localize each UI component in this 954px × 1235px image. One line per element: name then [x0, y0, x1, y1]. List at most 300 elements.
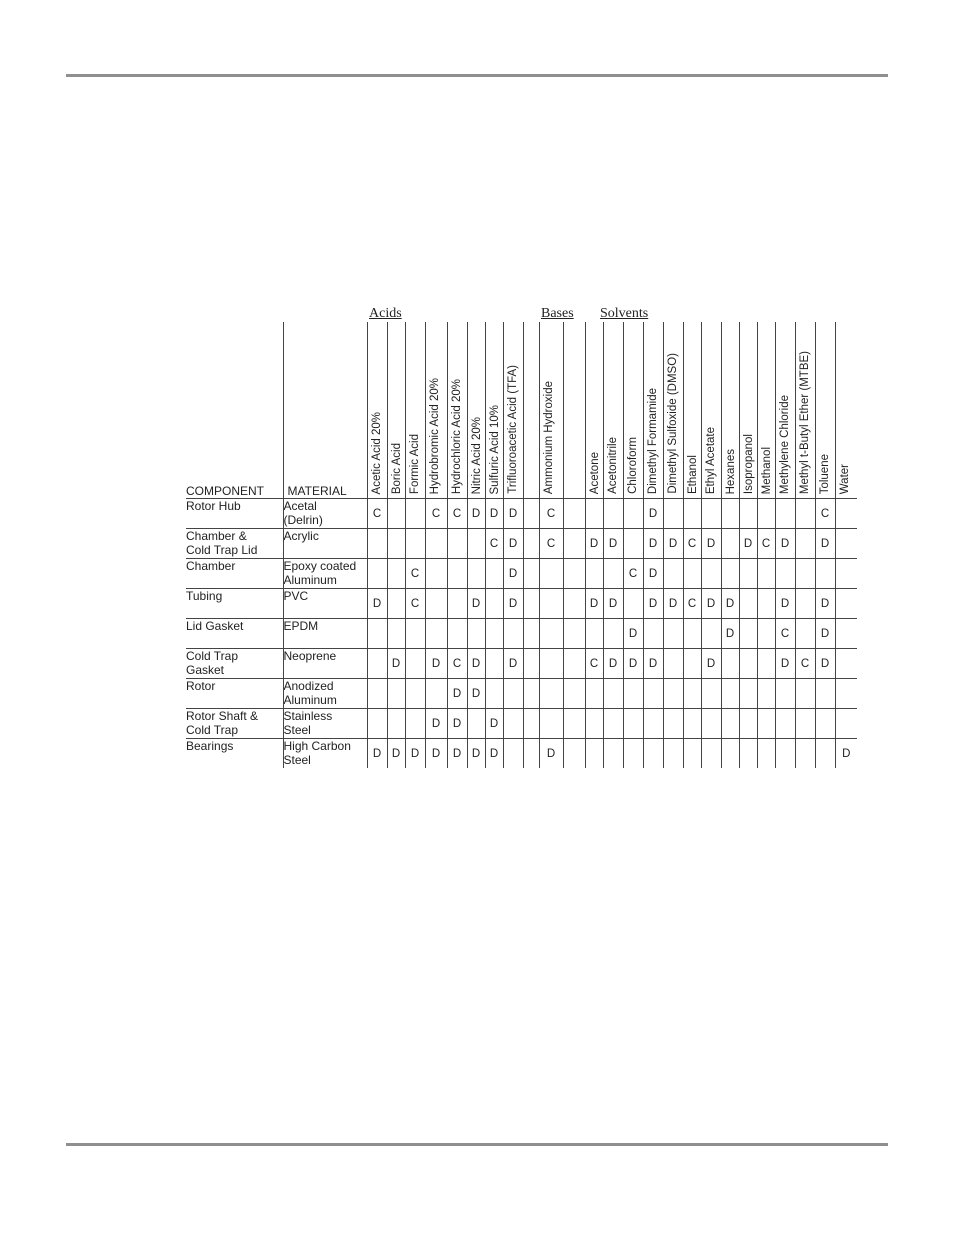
table-row: [186, 499, 857, 529]
rating-cell: [485, 679, 503, 709]
rating-cell: D: [425, 649, 447, 679]
rating-cell: [683, 649, 701, 679]
rating-cell: D: [503, 559, 523, 589]
chemical-header: [425, 322, 447, 499]
rating-cell: [485, 589, 503, 619]
rating-cell: [387, 529, 405, 559]
rating-cell: [739, 739, 757, 769]
chemical-header: [623, 322, 643, 499]
rating-cell: D: [721, 619, 739, 649]
rating-cell: C: [585, 649, 603, 679]
top-rule: [66, 74, 888, 77]
chemical-header: [775, 322, 795, 499]
rating-cell: [447, 559, 467, 589]
rating-cell: [539, 679, 563, 709]
chemical-header: [447, 322, 467, 499]
chemical-label: Ethyl Acetate: [704, 426, 717, 494]
rating-cell: C: [775, 619, 795, 649]
rating-cell: [721, 709, 739, 739]
rating-cell: [623, 499, 643, 529]
rating-cell: [539, 589, 563, 619]
rating-cell: D: [503, 589, 523, 619]
rating-cell: [701, 679, 721, 709]
rating-cell: [663, 619, 683, 649]
chemical-label: Methanol: [760, 446, 773, 494]
rating-cell: [701, 739, 721, 769]
rating-cell: [739, 679, 757, 709]
rating-cell: D: [643, 559, 663, 589]
rating-cell: [683, 709, 701, 739]
rating-cell: C: [683, 529, 701, 559]
chemical-label: Acetic Acid 20%: [370, 411, 383, 494]
chemical-header: [585, 322, 603, 499]
rating-cell: D: [775, 649, 795, 679]
rating-cell: D: [739, 529, 757, 559]
material-cell: Acetal (Delrin): [283, 499, 367, 529]
rating-cell: C: [405, 589, 425, 619]
component-header: COMPONENT: [186, 322, 283, 499]
rating-cell: [485, 559, 503, 589]
rating-cell: [425, 559, 447, 589]
rating-cell: [367, 679, 387, 709]
rating-cell: [603, 559, 623, 589]
chemical-header: [663, 322, 683, 499]
rating-cell: [739, 589, 757, 619]
chemical-header: [701, 322, 721, 499]
rating-cell: D: [643, 499, 663, 529]
rating-cell: [467, 709, 485, 739]
component-cell: Chamber: [186, 559, 283, 589]
chemical-header: [467, 322, 485, 499]
rating-cell: [701, 559, 721, 589]
rating-cell: D: [485, 709, 503, 739]
rating-cell: [387, 619, 405, 649]
rating-cell: C: [425, 499, 447, 529]
rating-cell: [367, 559, 387, 589]
rating-cell: [757, 679, 775, 709]
rating-cell: [539, 709, 563, 739]
rating-cell: C: [757, 529, 775, 559]
rating-cell: C: [447, 649, 467, 679]
rating-cell: [683, 739, 701, 769]
rating-cell: D: [643, 529, 663, 559]
table-row: [186, 709, 857, 739]
rating-cell: [795, 559, 815, 589]
rating-cell: [623, 529, 643, 559]
rating-cell: D: [603, 589, 623, 619]
rating-cell: [739, 649, 757, 679]
chemical-label: Ammonium Hydroxide: [542, 380, 555, 494]
rating-cell: [757, 559, 775, 589]
rating-cell: D: [701, 529, 721, 559]
rating-cell: [835, 559, 857, 589]
rating-cell: [643, 619, 663, 649]
rating-cell: [701, 709, 721, 739]
bottom-rule: [66, 1143, 888, 1146]
rating-cell: [539, 619, 563, 649]
chemical-label: Acetonitrile: [606, 437, 619, 494]
chemical-header: [795, 322, 815, 499]
chemical-label: Methyl t-Butyl Ether (MTBE): [798, 350, 811, 494]
material-cell: EPDM: [283, 619, 367, 649]
rating-cell: D: [701, 589, 721, 619]
rating-cell: [367, 709, 387, 739]
rating-cell: C: [623, 559, 643, 589]
rating-cell: [623, 679, 643, 709]
rating-cell: [795, 679, 815, 709]
rating-cell: [367, 649, 387, 679]
rating-cell: D: [467, 649, 485, 679]
chemical-label: Dimethyl Formamide: [646, 387, 659, 494]
rating-cell: [815, 709, 835, 739]
rating-cell: [643, 709, 663, 739]
rating-cell: [603, 679, 623, 709]
rating-cell: D: [467, 499, 485, 529]
rating-cell: [775, 709, 795, 739]
rating-cell: [405, 649, 425, 679]
component-cell: Lid Gasket: [186, 619, 283, 649]
group-headers: [186, 304, 870, 324]
rating-cell: [721, 559, 739, 589]
rating-cell: [603, 709, 623, 739]
rating-cell: C: [447, 499, 467, 529]
rating-cell: D: [367, 589, 387, 619]
rating-cell: [405, 529, 425, 559]
component-cell: Tubing: [186, 589, 283, 619]
material-cell: Stainless Steel: [283, 709, 367, 739]
material-cell: High Carbon Steel: [283, 739, 367, 769]
rating-cell: C: [405, 559, 425, 589]
chemical-label: Water: [838, 463, 851, 494]
chemical-label: Chloroform: [626, 437, 639, 494]
rating-cell: D: [815, 529, 835, 559]
rating-cell: [623, 709, 643, 739]
chemical-label: Ethanol: [686, 454, 699, 494]
rating-cell: C: [683, 589, 701, 619]
rating-cell: D: [467, 589, 485, 619]
rating-cell: [485, 649, 503, 679]
rating-cell: D: [467, 739, 485, 769]
component-cell: Cold Trap Gasket: [186, 649, 283, 679]
component-cell: Chamber & Cold Trap Lid: [186, 529, 283, 559]
rating-cell: [623, 589, 643, 619]
material-cell: Acrylic: [283, 529, 367, 559]
rating-cell: [683, 559, 701, 589]
chemical-label: Isopropanol: [742, 433, 755, 494]
chemical-header: [539, 322, 563, 499]
rating-cell: [467, 529, 485, 559]
rating-cell: C: [485, 529, 503, 559]
header-row: [186, 322, 857, 499]
rating-cell: D: [447, 739, 467, 769]
rating-cell: [523, 649, 539, 679]
rating-cell: [603, 739, 623, 769]
rating-cell: [795, 529, 815, 559]
rating-cell: [835, 679, 857, 709]
chemical-label: Nitric Acid 20%: [470, 416, 483, 494]
rating-cell: [721, 739, 739, 769]
rating-cell: D: [815, 589, 835, 619]
rating-cell: [425, 679, 447, 709]
chemical-compatibility-chart: [186, 304, 870, 774]
chemical-header: [387, 322, 405, 499]
chemical-header: [683, 322, 701, 499]
rating-cell: D: [425, 739, 447, 769]
rating-cell: [503, 679, 523, 709]
chemical-header: [739, 322, 757, 499]
rating-cell: [523, 499, 539, 529]
rating-cell: [739, 499, 757, 529]
chemical-label: Hydrobromic Acid 20%: [428, 377, 441, 494]
rating-cell: [643, 679, 663, 709]
rating-cell: D: [447, 679, 467, 709]
rating-cell: [585, 679, 603, 709]
rating-cell: [405, 709, 425, 739]
rating-cell: D: [623, 619, 643, 649]
rating-cell: [683, 679, 701, 709]
rating-cell: [563, 739, 585, 769]
chemical-label: Toluene: [818, 453, 831, 494]
rating-cell: D: [643, 589, 663, 619]
rating-cell: [563, 679, 585, 709]
rating-cell: [367, 619, 387, 649]
rating-cell: [405, 499, 425, 529]
rating-cell: [835, 649, 857, 679]
material-cell: Anodized Aluminum: [283, 679, 367, 709]
component-cell: Rotor Hub: [186, 499, 283, 529]
rating-cell: [835, 709, 857, 739]
rating-cell: [835, 619, 857, 649]
chemical-label: Methylene Chloride: [778, 394, 791, 494]
rating-cell: [523, 739, 539, 769]
rating-cell: [523, 589, 539, 619]
rating-cell: C: [539, 529, 563, 559]
rating-cell: [585, 619, 603, 649]
chemical-header: [835, 322, 857, 499]
rating-cell: [757, 589, 775, 619]
rating-cell: [775, 739, 795, 769]
rating-cell: [795, 739, 815, 769]
rating-cell: [835, 529, 857, 559]
rating-cell: [585, 709, 603, 739]
rating-cell: [387, 679, 405, 709]
chemical-label: Hexanes: [724, 448, 737, 494]
rating-cell: [387, 559, 405, 589]
rating-cell: [663, 499, 683, 529]
rating-cell: [775, 499, 795, 529]
rating-cell: [663, 739, 683, 769]
material-cell: PVC: [283, 589, 367, 619]
rating-cell: [467, 619, 485, 649]
rating-cell: [585, 559, 603, 589]
rating-cell: D: [503, 649, 523, 679]
chemical-label: Sulfuric Acid 10%: [488, 404, 501, 494]
table-row: [186, 739, 857, 769]
rating-cell: [563, 709, 585, 739]
group-solvents: Solvents: [600, 306, 649, 321]
table-row: [186, 679, 857, 709]
rating-cell: [721, 679, 739, 709]
chemical-header: [485, 322, 503, 499]
rating-cell: D: [387, 649, 405, 679]
rating-cell: D: [585, 589, 603, 619]
chemical-label: Formic Acid: [408, 433, 421, 494]
rating-cell: [585, 499, 603, 529]
chemical-header: [757, 322, 775, 499]
rating-cell: [563, 499, 585, 529]
rating-cell: [815, 559, 835, 589]
rating-cell: D: [503, 499, 523, 529]
rating-cell: [795, 709, 815, 739]
rating-cell: [539, 559, 563, 589]
rating-cell: [757, 619, 775, 649]
rating-cell: [387, 499, 405, 529]
rating-cell: [663, 709, 683, 739]
table-row: [186, 649, 857, 679]
rating-cell: D: [701, 649, 721, 679]
rating-cell: [775, 679, 795, 709]
rating-cell: [815, 739, 835, 769]
rating-cell: [447, 619, 467, 649]
rating-cell: C: [367, 499, 387, 529]
rating-cell: [757, 709, 775, 739]
rating-cell: D: [485, 739, 503, 769]
rating-cell: D: [585, 529, 603, 559]
rating-cell: D: [775, 529, 795, 559]
group-acids: Acids: [369, 306, 402, 321]
rating-cell: D: [663, 589, 683, 619]
rating-cell: [701, 619, 721, 649]
rating-cell: [739, 619, 757, 649]
chemical-header: [503, 322, 523, 499]
rating-cell: [683, 499, 701, 529]
rating-cell: [387, 709, 405, 739]
rating-cell: [835, 589, 857, 619]
material-header: MATERIAL: [283, 322, 367, 499]
rating-cell: [663, 679, 683, 709]
rating-cell: [683, 619, 701, 649]
rating-cell: [603, 619, 623, 649]
rating-cell: [795, 589, 815, 619]
component-cell: Rotor Shaft & Cold Trap: [186, 709, 283, 739]
rating-cell: D: [503, 529, 523, 559]
rating-cell: [563, 619, 585, 649]
chemical-label: Hydrochloric Acid 20%: [450, 378, 463, 494]
rating-cell: D: [623, 649, 643, 679]
rating-cell: D: [603, 529, 623, 559]
rating-cell: [503, 619, 523, 649]
rating-cell: [387, 589, 405, 619]
chemical-label: Dimethyl Sulfoxide (DMSO): [666, 353, 679, 494]
rating-cell: [739, 709, 757, 739]
rating-cell: D: [663, 529, 683, 559]
rating-cell: D: [447, 709, 467, 739]
chemical-header: [405, 322, 425, 499]
rating-cell: D: [721, 589, 739, 619]
rating-cell: D: [643, 649, 663, 679]
rating-cell: [795, 619, 815, 649]
group-bases: Bases: [541, 306, 574, 321]
chemical-header: [603, 322, 623, 499]
rating-cell: [539, 649, 563, 679]
rating-cell: [503, 709, 523, 739]
rating-cell: [485, 619, 503, 649]
rating-cell: D: [603, 649, 623, 679]
chemical-label: Acetone: [588, 451, 601, 494]
rating-cell: [523, 679, 539, 709]
rating-cell: [775, 559, 795, 589]
rating-cell: D: [815, 649, 835, 679]
rating-cell: [757, 739, 775, 769]
rating-cell: C: [815, 499, 835, 529]
rating-cell: [563, 529, 585, 559]
chemical-header: [815, 322, 835, 499]
rating-cell: [523, 559, 539, 589]
chemical-header: [721, 322, 739, 499]
rating-cell: [367, 529, 387, 559]
rating-cell: [721, 649, 739, 679]
chemical-label: Trifluoroacetic Acid (TFA): [506, 365, 519, 494]
rating-cell: [523, 619, 539, 649]
chemical-header: [367, 322, 387, 499]
rating-cell: D: [387, 739, 405, 769]
rating-cell: [425, 619, 447, 649]
rating-cell: [585, 739, 603, 769]
rating-cell: C: [795, 649, 815, 679]
rating-cell: [563, 589, 585, 619]
rating-cell: [721, 529, 739, 559]
rating-cell: [721, 499, 739, 529]
rating-cell: [503, 739, 523, 769]
rating-cell: [447, 589, 467, 619]
rating-cell: [739, 559, 757, 589]
rating-cell: [405, 679, 425, 709]
rating-cell: [815, 679, 835, 709]
rating-cell: [757, 499, 775, 529]
rating-cell: C: [539, 499, 563, 529]
table-row: [186, 559, 857, 589]
rating-cell: D: [539, 739, 563, 769]
rating-cell: [701, 499, 721, 529]
rating-cell: [663, 649, 683, 679]
component-cell: Bearings: [186, 739, 234, 753]
table-row: [186, 619, 857, 649]
rating-cell: [523, 709, 539, 739]
spacer-column-header: [523, 322, 539, 499]
material-cell: Neoprene: [283, 649, 367, 679]
component-cell: Rotor: [186, 679, 283, 709]
rating-cell: [425, 529, 447, 559]
rating-cell: D: [815, 619, 835, 649]
chemical-label: Boric Acid: [390, 442, 403, 494]
table-row: [186, 589, 857, 619]
rating-cell: [425, 589, 447, 619]
rating-cell: [757, 649, 775, 679]
rating-cell: [405, 619, 425, 649]
rating-cell: [467, 559, 485, 589]
rating-cell: [795, 499, 815, 529]
table-row: [186, 529, 857, 559]
rating-cell: [447, 529, 467, 559]
rating-cell: D: [425, 709, 447, 739]
rating-cell: D: [485, 499, 503, 529]
rating-cell: [523, 529, 539, 559]
rating-cell: [835, 499, 857, 529]
rating-cell: D: [467, 679, 485, 709]
rating-cell: [643, 739, 663, 769]
rating-cell: [603, 499, 623, 529]
chemical-header: [643, 322, 663, 499]
